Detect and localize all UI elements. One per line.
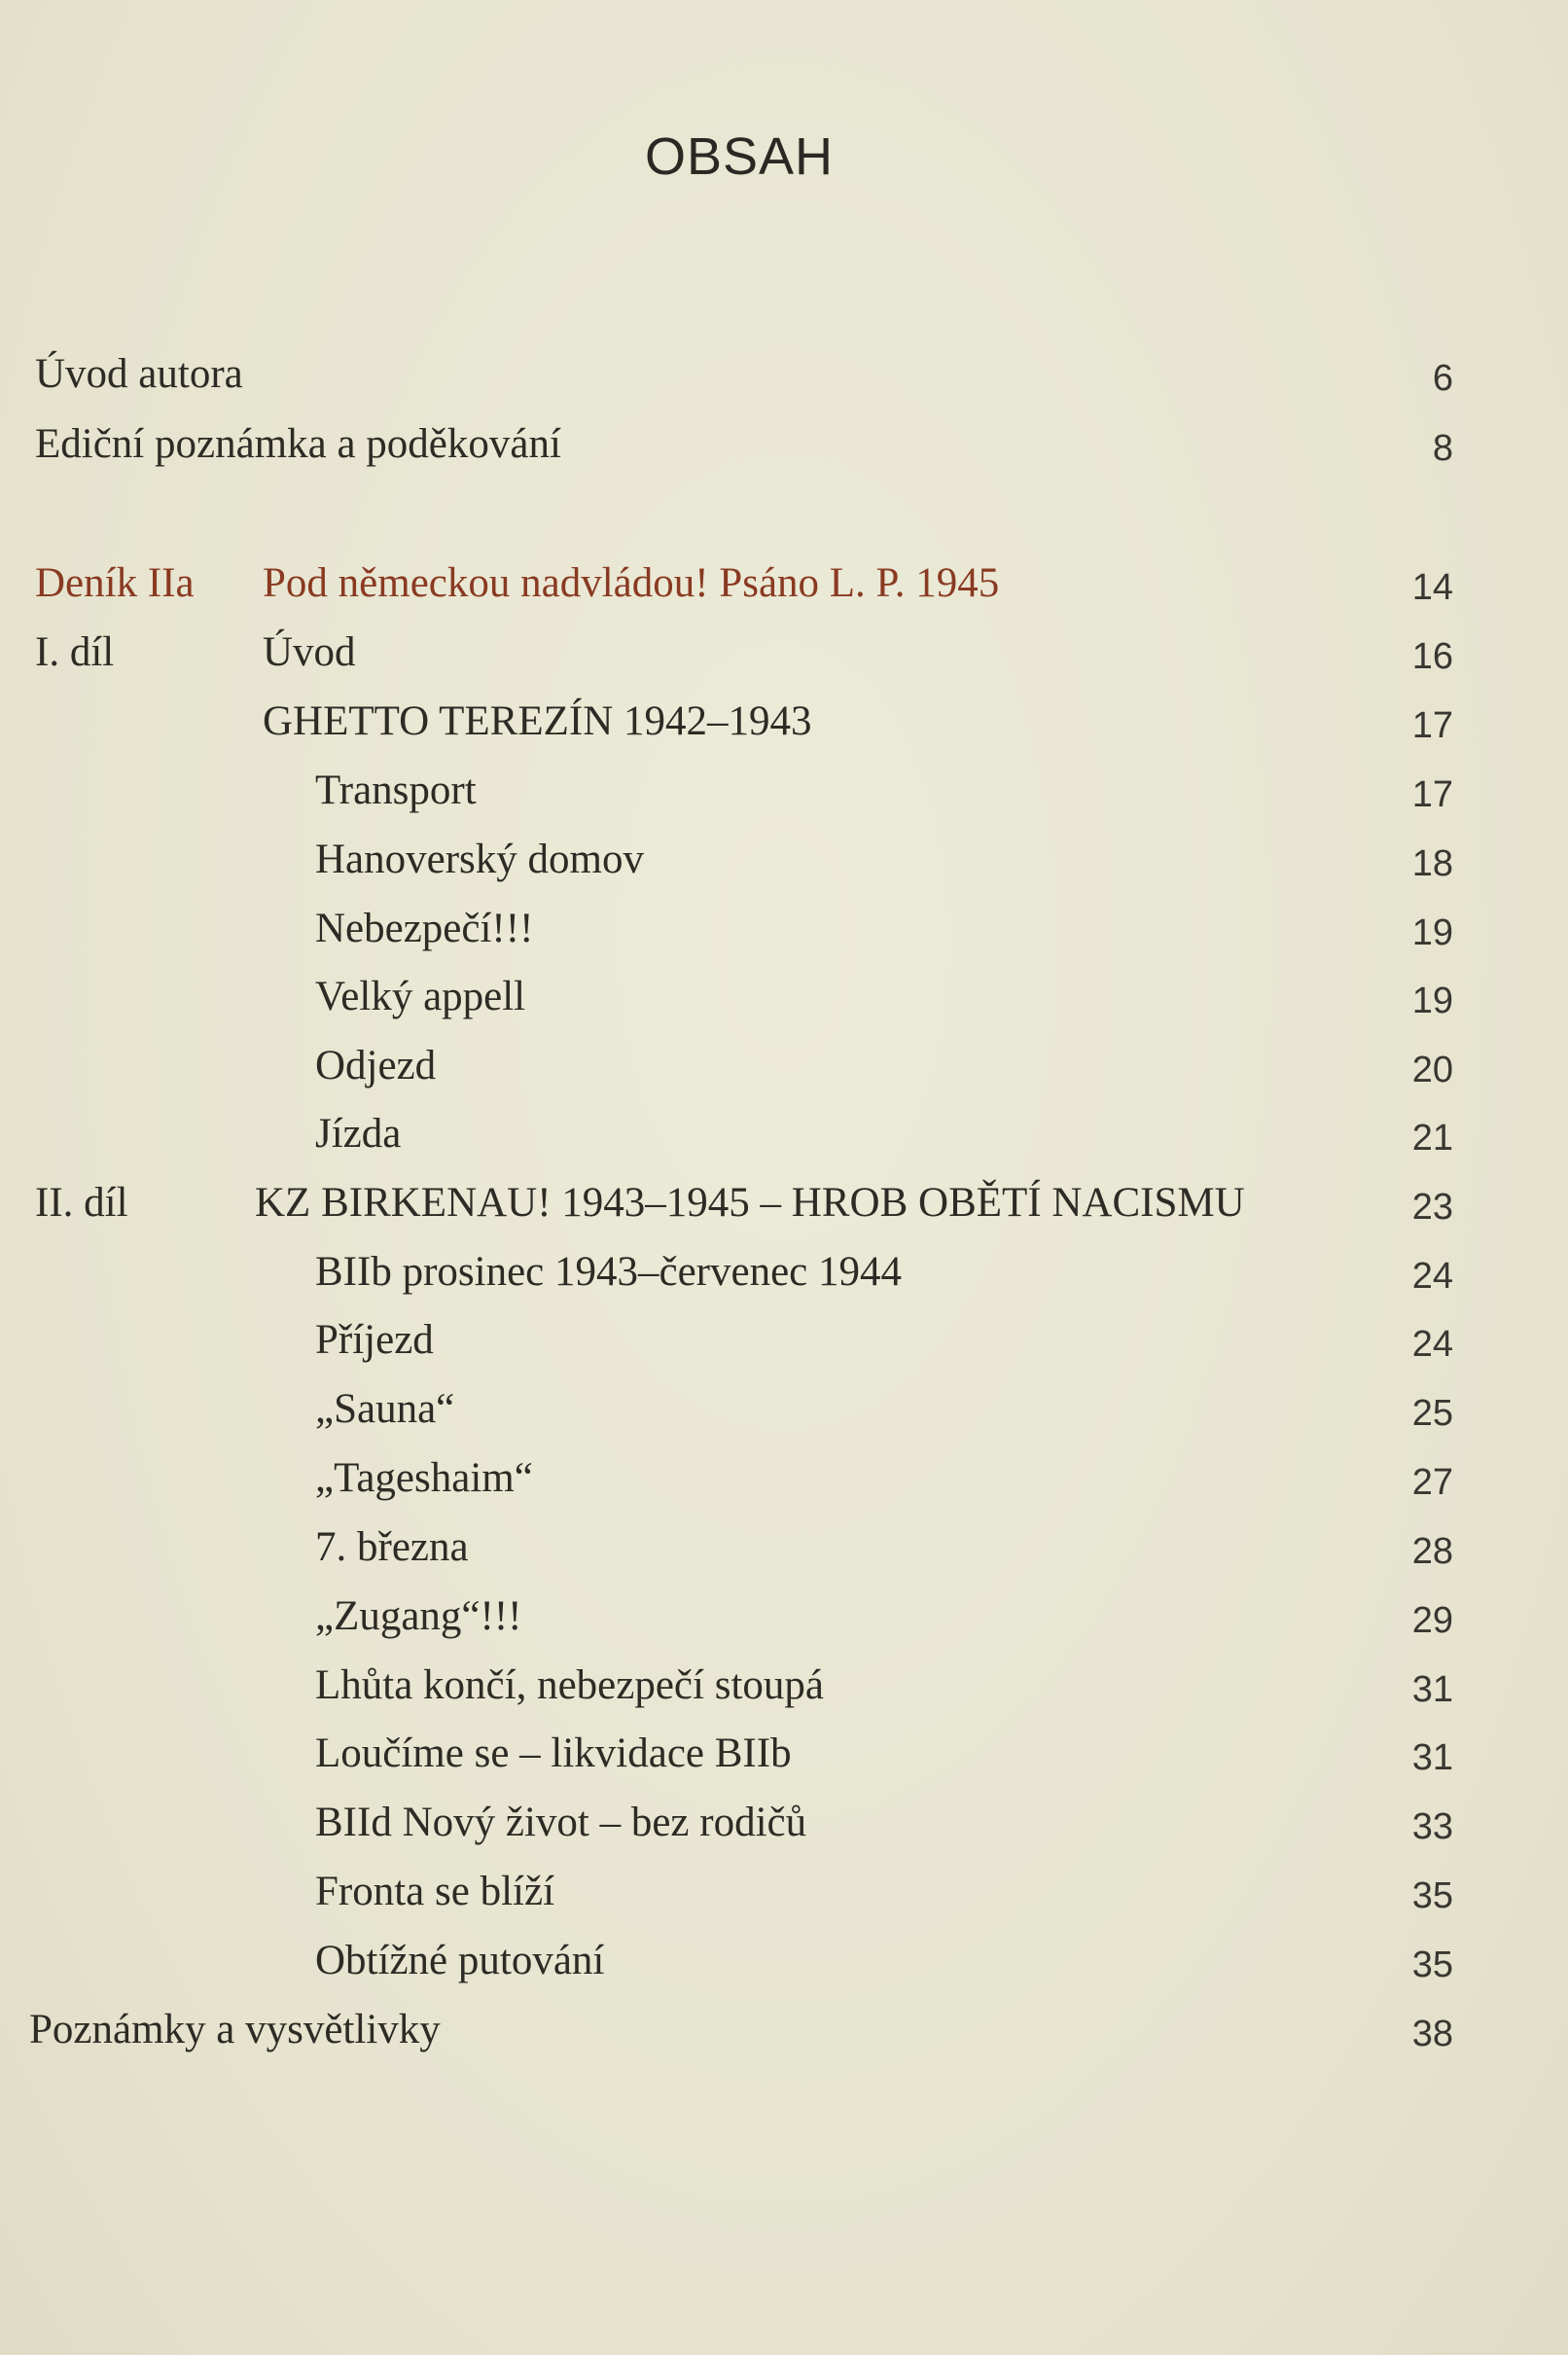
toc-entry-title: Úvod (263, 629, 356, 675)
toc-section (0, 1174, 1568, 1232)
toc-entry-title: „Tageshaim“ (315, 1455, 533, 1501)
toc-entry (0, 831, 1568, 889)
toc-entry (0, 1449, 1568, 1508)
toc-entry (0, 345, 1568, 404)
toc-entry-title: Pod německou nadvládou! Psáno L. P. 1945 (263, 560, 1000, 606)
toc-entry-title: Příjezd (315, 1317, 434, 1363)
toc-entry (0, 1518, 1568, 1577)
toc-entry (0, 624, 1568, 682)
toc-entry-title: Poznámky a vysvětlivky (29, 2007, 441, 2052)
toc-entry-page: 24 (1411, 1324, 1453, 1365)
toc-entry-page: 20 (1411, 1050, 1453, 1090)
toc-entry-page: 17 (1411, 705, 1453, 746)
toc-entry-title: Transport (315, 767, 477, 813)
toc-entry-title: „Sauna“ (315, 1386, 455, 1432)
toc-entry-title: Odjezd (315, 1043, 437, 1088)
toc-entry-diary (0, 554, 1568, 613)
toc-entry-page: 17 (1411, 774, 1453, 815)
toc-entry-title: Hanoverský domov (315, 837, 644, 882)
toc-entry (0, 1105, 1568, 1163)
toc-section (0, 693, 1568, 751)
toc-entry (0, 1932, 1568, 1990)
toc-entry-page: 19 (1411, 981, 1453, 1021)
toc-entry (0, 900, 1568, 958)
toc-section-title: KZ BIRKENAU! 1943–1945 – HROB OBĚTÍ NACISMU (255, 1180, 1245, 1226)
toc-entry-page: 19 (1411, 912, 1453, 953)
toc-entry-title: Obtížné putování (315, 1938, 605, 1983)
toc-entry-title: Fronta se blíží (315, 1869, 555, 1914)
toc-entry-title: BIIb prosinec 1943–červenec 1944 (315, 1249, 902, 1295)
toc-entry (0, 1243, 1568, 1302)
toc-entry-page: 29 (1411, 1600, 1453, 1641)
toc-entry-page: 35 (1411, 1875, 1453, 1916)
toc-entry (0, 1037, 1568, 1095)
toc-entry-page: 35 (1411, 1945, 1453, 1985)
toc-entry-title: BIId Nový život – bez rodičů (315, 1800, 807, 1845)
toc-entry-page: 6 (1432, 358, 1453, 399)
toc-entry-title: Nebezpečí!!! (315, 906, 534, 951)
toc-entry-title: Jízda (315, 1111, 402, 1157)
toc-entry-page: 27 (1411, 1462, 1453, 1503)
toc-entry-page: 38 (1411, 2014, 1453, 2054)
toc-entry-title: Úvod autora (35, 351, 243, 397)
toc-entry-title: Velký appell (315, 974, 526, 1019)
toc-entry-title: 7. března (315, 1524, 469, 1570)
toc-entry (0, 968, 1568, 1026)
toc-entry-page: 18 (1411, 843, 1453, 884)
toc-entry-page: 21 (1411, 1118, 1453, 1159)
toc-entry-page: 31 (1411, 1669, 1453, 1710)
toc-entry-page: 24 (1411, 1256, 1453, 1297)
toc-entry (0, 1725, 1568, 1783)
toc-entry-page: 31 (1411, 1737, 1453, 1778)
toc-entry (0, 1380, 1568, 1439)
toc-entry-page: 25 (1411, 1393, 1453, 1434)
toc-entry-page: 8 (1432, 428, 1453, 469)
toc-section-title: GHETTO TEREZÍN 1942–1943 (263, 698, 812, 744)
toc-entry-title: Ediční poznámka a poděkování (35, 421, 561, 467)
toc-part-label: II. díl (35, 1180, 128, 1226)
toc-entry-title: Loučíme se – likvidace BIIb (315, 1731, 792, 1776)
toc-entry-title: „Zugang“!!! (315, 1593, 522, 1639)
page-title: OBSAH (644, 127, 835, 186)
toc-entry-page: 33 (1411, 1806, 1453, 1847)
toc-entry (0, 762, 1568, 820)
toc-entry (0, 1657, 1568, 1715)
toc-entry-page: 28 (1411, 1531, 1453, 1572)
toc-entry (0, 1588, 1568, 1646)
toc-entry-page: 14 (1411, 567, 1453, 608)
toc-diary-label: Deník IIa (35, 560, 195, 606)
toc-entry (0, 415, 1568, 474)
toc-part-label: I. díl (35, 629, 115, 675)
toc-entry-title: Lhůta končí, nebezpečí stoupá (315, 1662, 824, 1708)
toc-entry (0, 1794, 1568, 1852)
toc-entry (0, 1311, 1568, 1370)
toc-entry-page: 23 (1411, 1187, 1453, 1228)
toc-entry (0, 1863, 1568, 1921)
toc-entry-page: 16 (1411, 636, 1453, 677)
toc-entry (0, 2001, 1568, 2059)
